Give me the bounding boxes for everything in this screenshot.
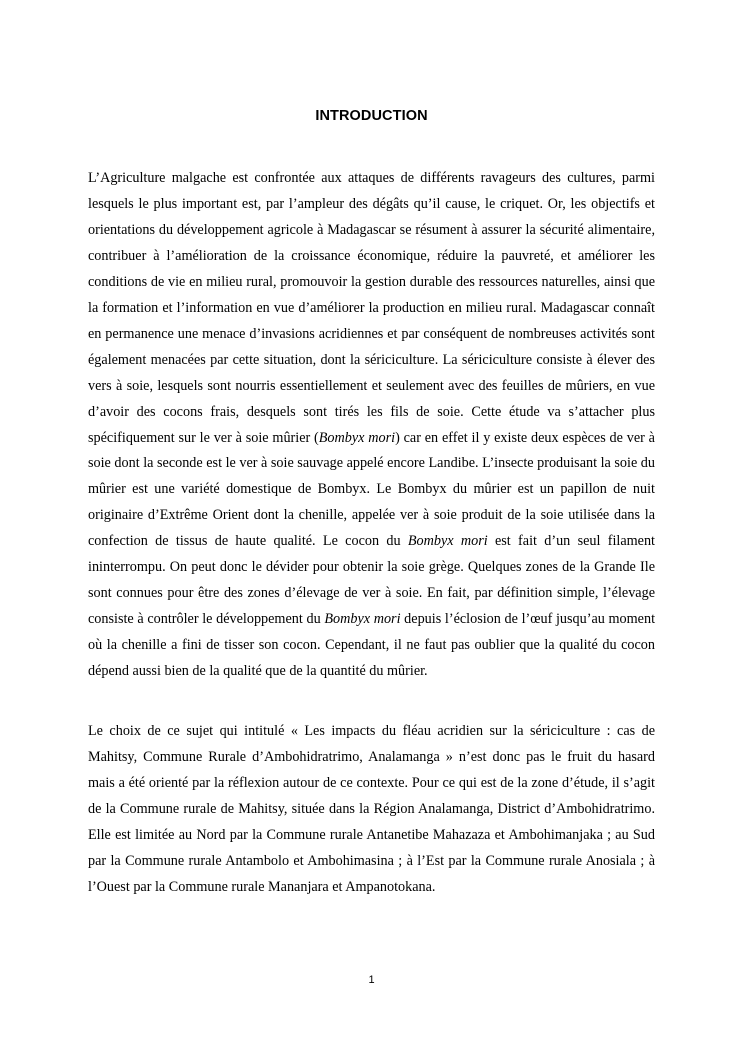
page-title: INTRODUCTION — [315, 108, 428, 124]
paragraph-text: depuis l’éclosion de l’œuf jusqu’au moment où la chenille a fini de tisser son cocon. Cependant, il ne faut pas oublier que la qualité du cocon dépend aussi bien de la qualité que de la quantité du mûrier. — [88, 611, 656, 680]
species-name: Bombyx mori — [324, 611, 401, 628]
species-name: Bombyx mori — [407, 533, 488, 550]
paragraph-study-area: Le choix de ce sujet qui intitulé « Les impacts du fléau acridien sur la sériciculture : cas de Mahitsy, Commune Rurale d’Ambohidratrimo, Analamanga » n’est donc pas le fruit du hasard mais a été orienté par la réflexion autour de ce contexte. Pour ce qui est de la zone d’étude, il s’agit de la Commune rurale de Mahitsy, située dans la Région Analamanga, District d’Ambohidratrimo. Elle est limitée au Nord par la Commune rurale Antanetibe Mahazaza et Ambohimanjaka ; au Sud par la Commune rurale Antambolo et Ambohimasina ; à l’Est par la Commune rurale Anosiala ; à l’Ouest par la Commune rurale Mananjara et Ampanotokana. — [88, 723, 655, 895]
paragraph-text: est fait d’un seul filament ininterrompu. On peut donc le dévider pour obtenir la soie grège. Quelques zones de la Grande Ile sont connues pour être des zones d’élevage de ver à soie. En fait, par définition simple, l’élevage consiste à contrôler le développement du — [88, 533, 655, 628]
paragraph-context — [88, 166, 655, 685]
paragraph-text: L’Agriculture malgache est confrontée aux attaques de différents ravageurs des cultures, parmi lesquels le plus important est, par l’ampleur des dégâts qu’il cause, le criquet. Or, les objectifs et orientations du développement agricole à Madagascar se résument à assurer la sécurité alimentaire, contribuer à l’amélioration de la croissance économique, réduire la pauvreté, et améliorer les conditions de vie en milieu rural, promouvoir la gestion durable des ressources naturelles, ainsi que la formation et l’information en vue d’améliorer la production en milieu rural. Madagascar connaît en permanence une menace d’invasions acridiennes et par conséquent de nombreuses activités sont également menacées par cette situation, dont la sériciculture. La sériciculture consiste à élever des vers à soie, lesquels sont nourris essentiellement et seulement avec des feuilles de mûriers, en vue d’avoir des cocons frais, desquels sont tirés les fils de soie. Cette étude va s’attacher plus spécifiquement sur le ver à soie mûrier ( — [88, 170, 655, 446]
document-page — [88, 0, 655, 1053]
species-name: Bombyx mori — [318, 429, 396, 446]
paragraph-text: ) car en effet il y existe deux espèces de ver à soie dont la seconde est le ver à soie sauvage appelé encore Landibe. L’insecte produisant la soie du mûrier est une variété domestique de Bombyx. Le Bombyx du mûrier est un papillon de nuit originaire d’Extrême Orient dont la chenille, appelée ver à soie produit de la soie utilisée dans la confection de tissus de haute qualité. Le cocon du — [88, 429, 655, 550]
page-number: 1 — [368, 974, 375, 986]
